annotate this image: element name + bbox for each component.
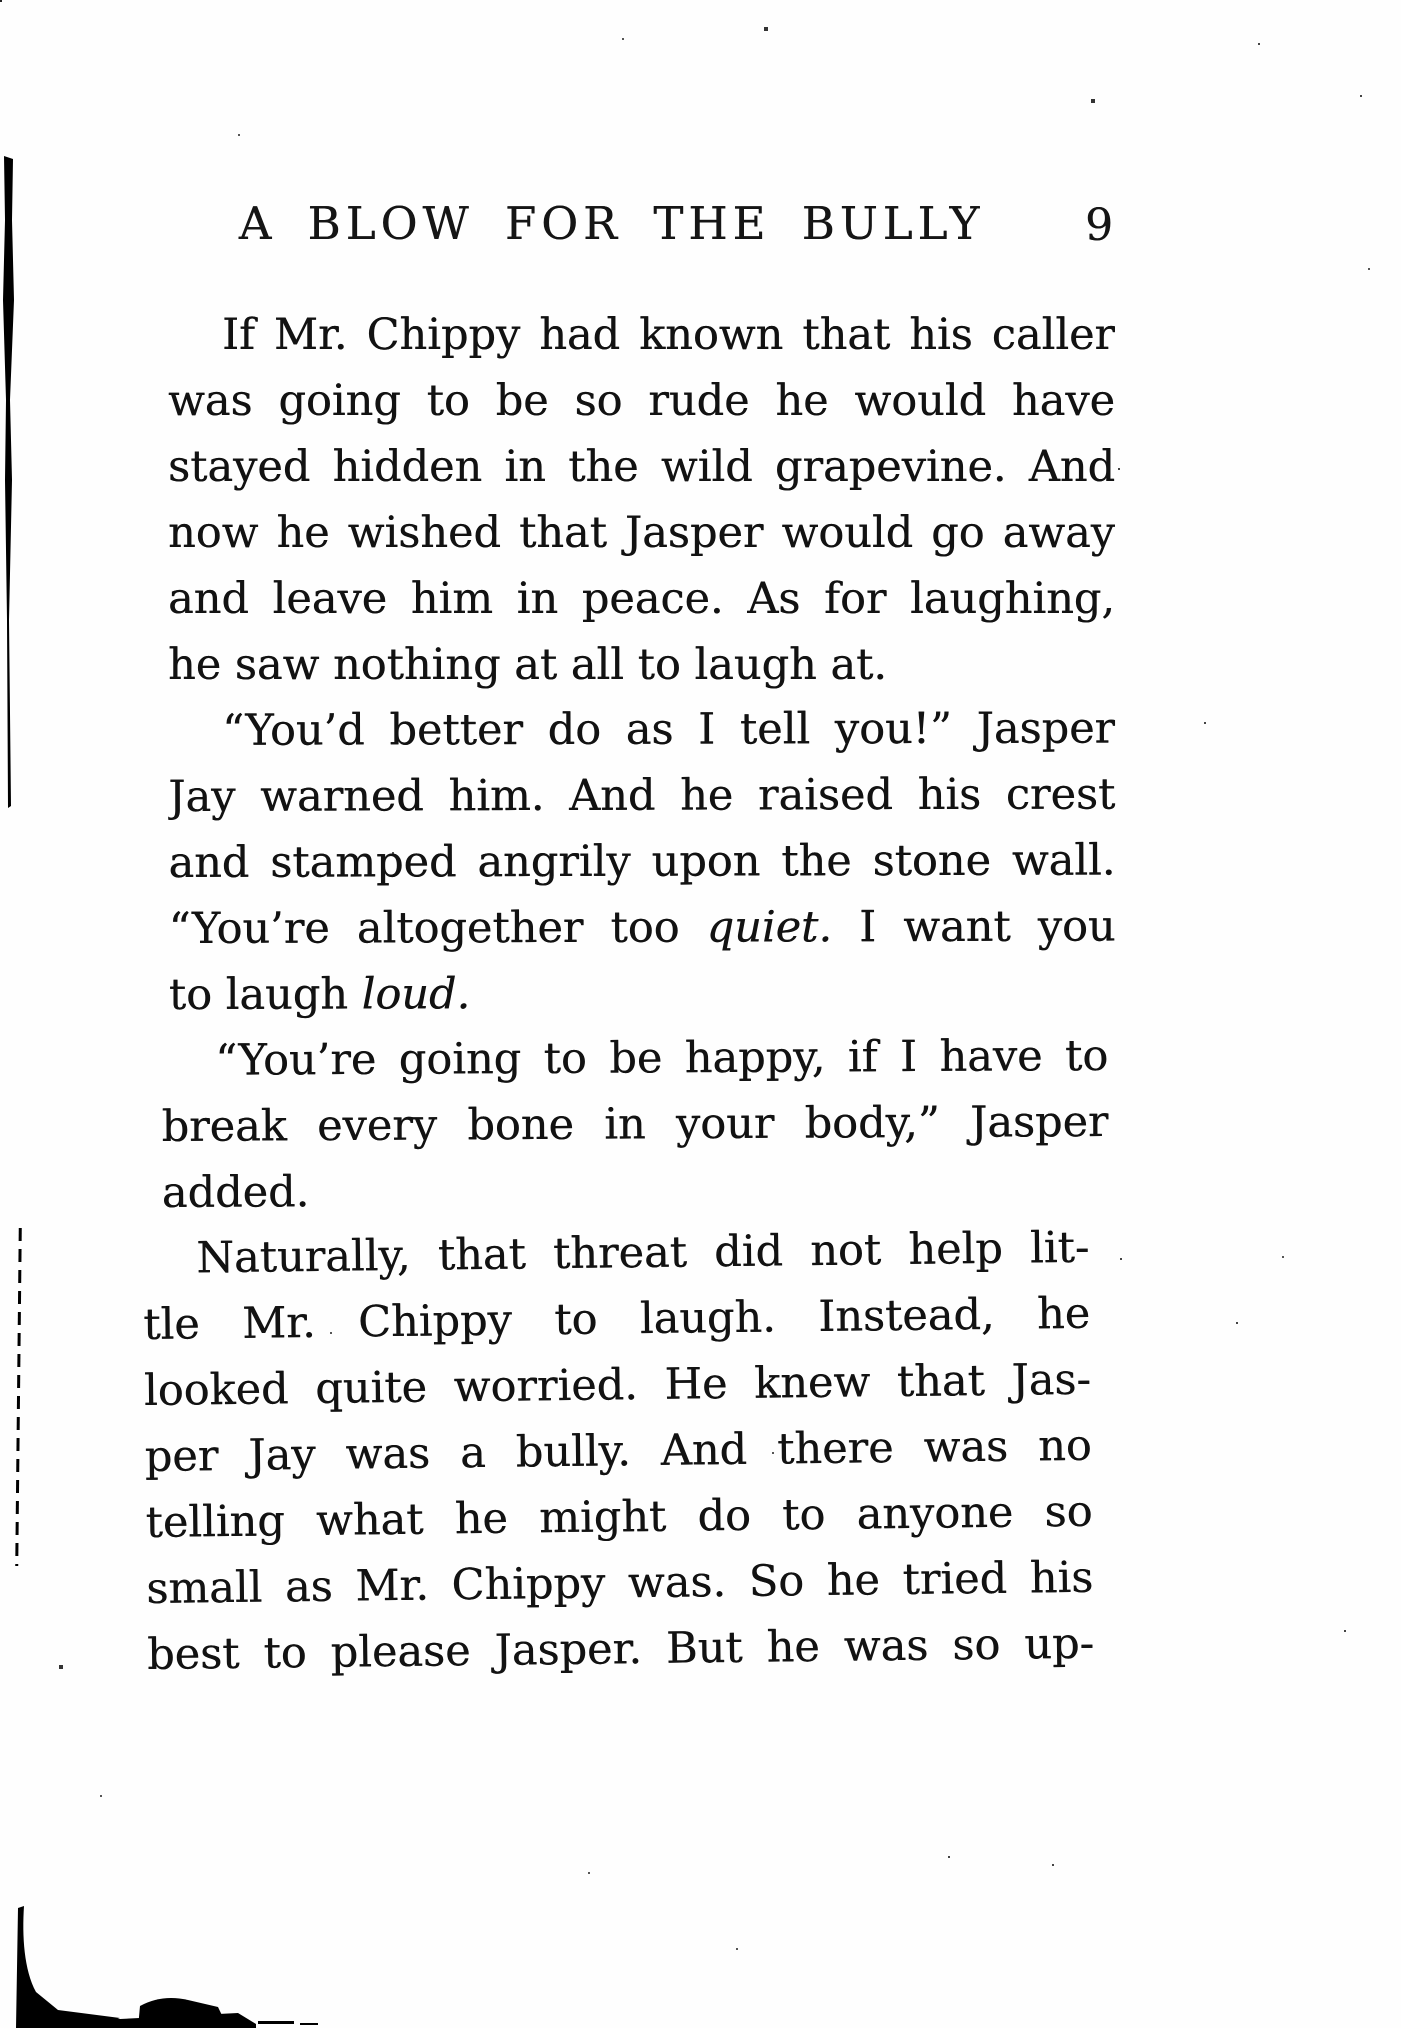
paragraph	[142, 1215, 1094, 1688]
text-line	[168, 762, 1115, 830]
text-line	[168, 632, 1115, 698]
text-segment: looked quite worried. He knew that Jas-	[143, 1354, 1092, 1416]
text-line	[145, 1479, 1093, 1556]
scan-artifact-left-edge-line	[0, 150, 30, 820]
text-segment: “You’re altogether too	[168, 902, 707, 954]
text-segment: best to please Jasper. But he was so up-	[146, 1618, 1095, 1680]
text-line	[168, 302, 1115, 368]
page-number: 9	[1085, 200, 1113, 251]
text-segment: Naturally, that threat did not help lit-	[196, 1222, 1090, 1284]
text-segment: small as Mr. Chippy was. So he tried his	[146, 1552, 1094, 1614]
text-segment: Jay warned him. And he raised his crest	[168, 769, 1116, 822]
text-segment: “You’d better do as I tell you!” Jasper	[222, 703, 1116, 756]
text-segment: was going to be so rude he would have	[168, 376, 1115, 426]
page-body	[142, 302, 1116, 1688]
text-line	[168, 696, 1115, 764]
text-line	[168, 828, 1115, 896]
text-line	[161, 1023, 1108, 1094]
paragraph	[161, 1023, 1109, 1226]
text-segment: tle Mr. Chippy to laugh. Instead, he	[142, 1288, 1091, 1350]
text-segment: and stamped angrily upon the stone wall.	[168, 835, 1116, 888]
text-segment: to laugh	[168, 969, 362, 1020]
text-line	[169, 960, 1116, 1028]
text-segment: “You’re going to be happy, if I have to	[215, 1031, 1109, 1086]
text-line	[144, 1347, 1092, 1424]
text-segment: added.	[161, 1167, 310, 1218]
paragraph	[168, 696, 1116, 1028]
text-segment: stayed hidden in the wild grapevine. And	[168, 442, 1115, 492]
text-segment: I want you	[831, 901, 1116, 953]
text-line	[161, 1089, 1108, 1160]
text-segment: he saw nothing at all to laugh at.	[168, 640, 887, 690]
text-line	[168, 434, 1115, 500]
text-segment: and leave him in peace. As for laughing,	[168, 574, 1115, 624]
italic-text-segment: quiet.	[706, 902, 833, 953]
paragraph	[168, 302, 1115, 698]
scan-artifact-bottom-corner	[0, 1878, 440, 2028]
text-segment: If Mr. Chippy had known that his caller	[222, 310, 1115, 360]
text-line	[144, 1413, 1092, 1490]
text-line	[168, 368, 1115, 434]
text-line	[169, 894, 1116, 962]
text-line	[146, 1545, 1094, 1622]
text-line	[168, 500, 1115, 566]
scan-artifact-left-dash	[15, 1228, 22, 1566]
text-line	[142, 1215, 1090, 1292]
text-segment: per Jay was a bully. And there was no	[144, 1420, 1092, 1482]
text-segment: break every bone in your body,” Jasper	[161, 1097, 1109, 1152]
text-segment: telling what he might do to anyone so	[145, 1486, 1093, 1548]
text-line	[143, 1281, 1091, 1358]
chapter-title: A BLOW FOR THE BULLY	[238, 197, 985, 250]
scan-noise-speckles	[0, 0, 2, 2]
text-line	[147, 1611, 1095, 1688]
text-segment: now he wished that Jasper would go away	[168, 508, 1115, 558]
italic-text-segment: loud.	[361, 969, 471, 1020]
page-header	[168, 196, 1115, 256]
text-line	[168, 566, 1115, 632]
